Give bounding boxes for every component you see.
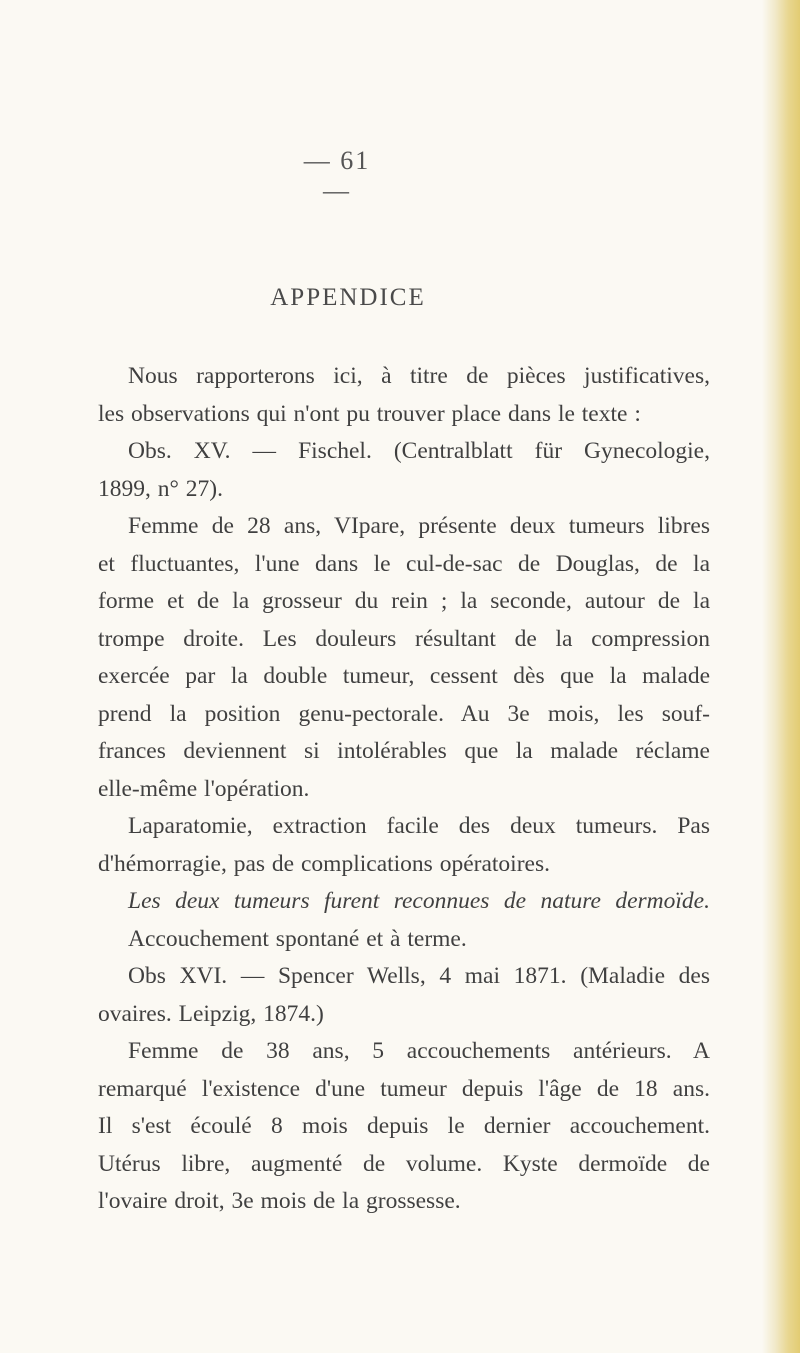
observation-heading: Obs. XV. — Fischel. (Centralblatt für Gynecologie, (128, 438, 710, 464)
text-line: forme et de la grosseur du rein ; la seconde, autour de la (98, 588, 710, 614)
text-line: Utérus libre, augmenté de volume. Kyste dermoïde de (98, 1150, 710, 1177)
text-line: ovaires. Leipzig, 1874.) (98, 1000, 324, 1027)
page-number: — 61 — (303, 146, 371, 205)
observation-heading: Obs XVI. — Spencer Wells, 4 mai 1871. (Maladie des (128, 963, 710, 989)
text-line: remarqué l'existence d'une tumeur depuis l'âge de 18 ans. (98, 1075, 710, 1102)
text-line: l'ovaire droit, 3e mois de la grossesse. (98, 1188, 461, 1214)
body-text (98, 358, 710, 1221)
text-line: Femme de 38 ans, 5 accouchements antérieurs. A (128, 1038, 710, 1064)
text-line-italic: Les deux tumeurs furent reconnues de nature dermoïde. (128, 888, 710, 914)
text-line: les observations qui n'ont pu trouver place dans le texte : (98, 400, 641, 427)
text-line: frances deviennent si intolérables que la malade réclame (98, 738, 710, 764)
section-heading: APPENDICE (270, 284, 426, 311)
text-line: Il s'est écoulé 8 mois depuis le dernier accouchement. (98, 1113, 710, 1139)
text-line: Nous rapporterons ici, à titre de pièces justificatives, (128, 363, 710, 389)
text-line: Femme de 28 ans, VIpare, présente deux tumeurs libres (128, 513, 710, 539)
text-line: trompe droite. Les douleurs résultant de la compression (98, 625, 710, 652)
text-line: Laparatomie, extraction facile des deux tumeurs. Pas (128, 813, 710, 839)
text-line: d'hémorragie, pas de complications opératoires. (98, 850, 550, 877)
text-line: prend la position genu-pectorale. Au 3e mois, les souf- (98, 700, 710, 727)
text-line: elle-même l'opération. (98, 775, 310, 802)
text-line: Accouchement spontané et à terme. (128, 925, 467, 952)
text-line: 1899, n° 27). (98, 475, 223, 502)
text-line: et fluctuantes, l'une dans le cul-de-sac de Douglas, de la (98, 550, 710, 577)
page-edge-shadow (762, 0, 800, 1353)
text-line: exercée par la double tumeur, cessent dès que la malade (98, 663, 710, 689)
